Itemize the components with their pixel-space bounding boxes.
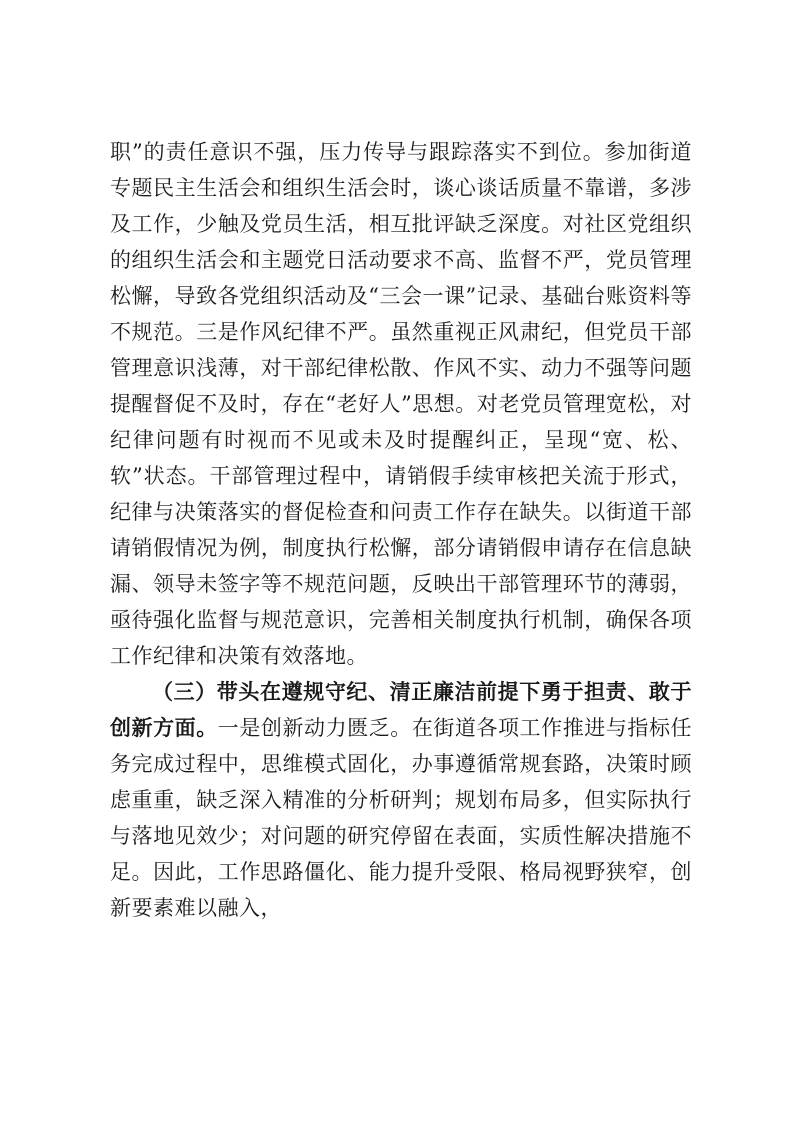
section-body: 一是创新动力匮乏。在街道各项工作推进与指标任务完成过程中，思维模式固化，办事遵循常规套路，决策时顾虑重重，缺乏深入精准的分析研判；规划布局多，但实际执行与落地见效少；对问题的研究停留在表面，实质性解决措施不足。因此，工作思路僵化、能力提升受限、格局视野狭窄，创新要素难以融入， bbox=[110, 716, 693, 920]
document-body bbox=[110, 134, 692, 926]
section-heading: （三）带头在遵规守纪、清正廉洁前提下勇于担责、敢于创新方面。 bbox=[110, 679, 692, 740]
paragraph-section-three bbox=[110, 674, 692, 926]
paragraph-continuation: 职”的责任意识不强，压力传导与跟踪落实不到位。参加街道专题民主生活会和组织生活会时，谈心谈话质量不靠谱，多涉及工作，少触及党员生活，相互批评缺乏深度。对社区党组织的组织生活会和主题党日活动要求不高、监督不严，党员管理松懈，导致各党组织活动及“三会一课”记录、基础台账资料等不规范。三是作风纪律不严。虽然重视正风肃纪，但党员干部管理意识浅薄，对干部纪律松散、作风不实、动力不强等问题提醒督促不及时，存在“老好人”思想。对老党员管理宽松，对纪律问题有时视而不见或未及时提醒纠正，呈现“宽、松、软”状态。干部管理过程中，请销假手续审核把关流于形式，纪律与决策落实的督促检查和问责工作存在缺失。以街道干部请销假情况为例，制度执行松懈，部分请销假申请存在信息缺漏、领导未签字等不规范问题，反映出干部管理环节的薄弱，亟待强化监督与规范意识，完善相关制度执行机制，确保各项工作纪律和决策有效落地。 bbox=[110, 140, 692, 668]
